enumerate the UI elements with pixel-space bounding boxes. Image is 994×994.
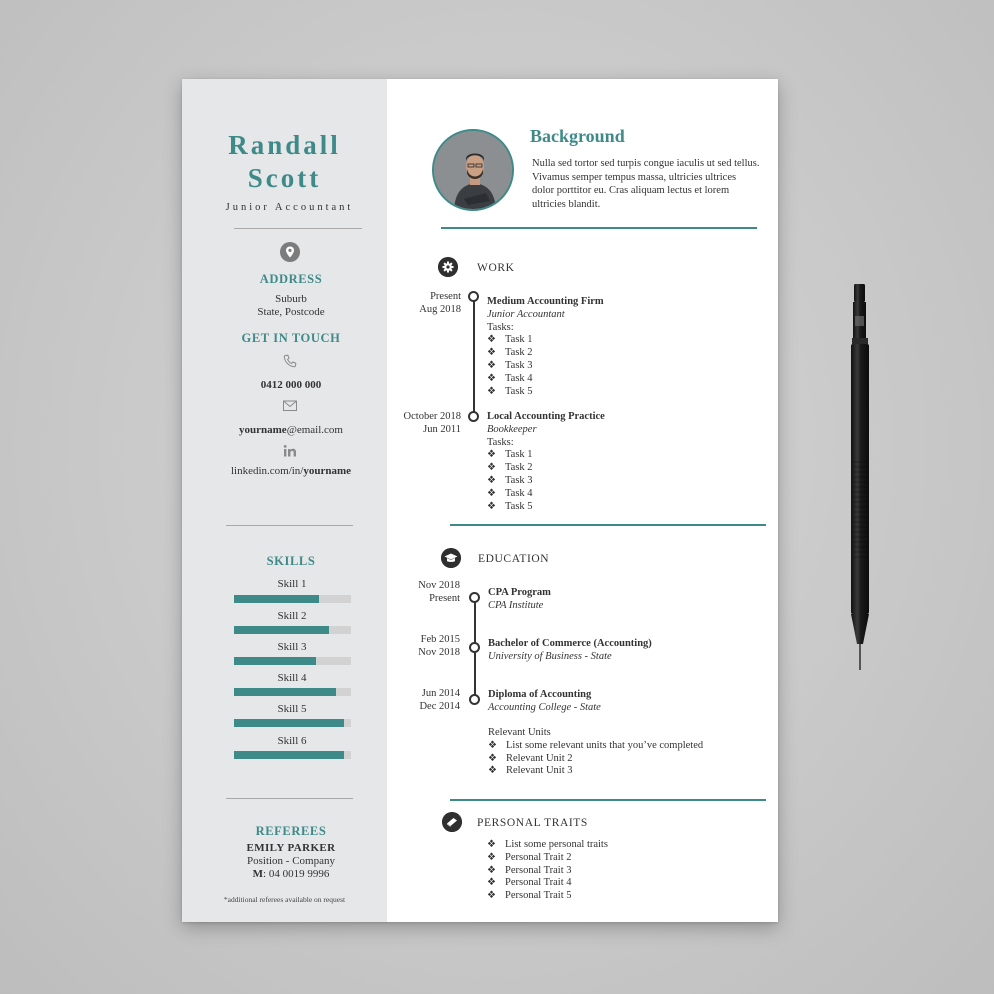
list-item <box>487 488 727 501</box>
education-dates <box>364 687 460 713</box>
bullet-icon: ❖ <box>487 839 496 850</box>
email-domain: @email.com <box>286 424 343 436</box>
timeline-dot <box>469 642 480 653</box>
date-end: Dec 2014 <box>419 701 460 712</box>
date-end: Nov 2018 <box>418 647 460 658</box>
skill-label: Skill 5 <box>277 703 307 715</box>
bullet-icon: ❖ <box>487 877 496 889</box>
graduation-cap-icon <box>441 548 461 568</box>
work-dates <box>365 290 461 316</box>
list-item-text: Task 1 <box>505 334 533 346</box>
list-item <box>487 890 747 903</box>
list-item <box>487 347 727 360</box>
units-list <box>488 740 768 778</box>
list-item <box>488 765 768 778</box>
skill-bar-fill <box>234 595 319 603</box>
bullet-icon: ❖ <box>487 449 496 461</box>
position: Junior Accountant <box>487 308 565 320</box>
units-label: Relevant Units <box>488 727 551 738</box>
section-divider <box>450 799 766 801</box>
timeline-dot <box>468 411 479 422</box>
work-timeline <box>473 301 475 417</box>
divider <box>226 525 353 526</box>
timeline-dot <box>469 592 480 603</box>
address-heading: ADDRESS <box>259 272 323 286</box>
list-item <box>487 386 727 399</box>
first-name: Randall <box>228 130 341 160</box>
skill-bar-fill <box>234 719 344 727</box>
position: Bookkeeper <box>487 423 537 435</box>
skill-bar <box>234 626 351 634</box>
skill-label: Skill 3 <box>277 641 307 653</box>
linkedin-url[interactable] <box>182 465 400 478</box>
referee-position: Position - Company <box>246 855 335 867</box>
candidate-name <box>182 129 387 195</box>
bullet-icon: ❖ <box>487 851 496 863</box>
referee-name: EMILY PARKER <box>246 842 336 854</box>
list-item-text: Task 1 <box>505 449 533 461</box>
traits-list <box>487 839 747 903</box>
list-item-text: List some relevant units that you’ve completed <box>506 739 704 751</box>
date-start: Jun 2014 <box>421 688 460 699</box>
bullet-icon: ❖ <box>487 462 496 474</box>
work-entry <box>487 296 727 398</box>
date-end: Present <box>429 593 460 604</box>
list-item-text: Task 4 <box>505 372 533 384</box>
education-entry <box>488 638 748 664</box>
list-item-text: Task 3 <box>505 359 533 371</box>
address-line-2: State, Postcode <box>257 306 325 318</box>
linkedin-icon <box>282 444 298 458</box>
linkedin-user: yourname <box>303 465 352 477</box>
list-item <box>487 475 727 488</box>
traits-title: PERSONAL TRAITS <box>477 817 588 829</box>
linkedin-prefix: linkedin.com/in/ <box>230 465 304 477</box>
bullet-icon: ❖ <box>488 752 497 764</box>
mobile-label: M <box>252 868 264 880</box>
phone-icon <box>282 353 298 369</box>
list-item <box>488 753 768 766</box>
pencil-image <box>847 282 877 672</box>
bullet-icon: ❖ <box>487 864 496 876</box>
education-entry <box>488 587 748 613</box>
bullet-icon: ❖ <box>487 372 496 384</box>
skill-label: Skill 2 <box>277 610 307 622</box>
referees-heading: REFEREES <box>255 824 327 838</box>
list-item <box>487 877 747 890</box>
skill-label: Skill 6 <box>277 735 307 747</box>
divider <box>226 798 353 799</box>
skill-bar-fill <box>234 751 344 759</box>
email-icon <box>282 399 298 413</box>
email-user: yourname <box>239 424 287 436</box>
bullet-icon: ❖ <box>487 890 496 902</box>
list-item <box>487 334 727 347</box>
bullet-icon: ❖ <box>487 359 496 371</box>
date-start: Nov 2018 <box>418 580 460 591</box>
list-item <box>487 852 747 865</box>
education-dates <box>364 633 460 659</box>
referee-mobile <box>182 868 400 881</box>
timeline-dot <box>469 694 480 705</box>
institution: CPA Institute <box>488 599 544 611</box>
resume-page <box>182 79 778 922</box>
skill-bar <box>234 719 351 727</box>
background-text: Nulla sed tortor sed turpis congue iaculis ut sed tellus. Vivamus semper tempus massa, ultricies ultrices dolor porttitor eu. Cras aliquam lectus et lorem ultricies blandit. <box>532 158 760 210</box>
list-item-text: Personal Trait 5 <box>505 890 572 902</box>
background-title: Background <box>530 126 625 146</box>
referees-note: *additional referees available on request <box>223 895 346 904</box>
timeline-dot <box>468 291 479 302</box>
task-list <box>487 449 727 513</box>
work-title: WORK <box>477 262 515 274</box>
skill-label: Skill 1 <box>277 578 307 590</box>
work-dates <box>365 410 461 436</box>
list-item <box>487 373 727 386</box>
section-divider <box>441 227 757 229</box>
bullet-icon: ❖ <box>488 765 497 777</box>
date-end: October 2018 <box>403 411 461 422</box>
section-divider <box>450 524 766 526</box>
skills-heading: SKILLS <box>266 554 316 568</box>
list-item <box>487 865 747 878</box>
bullet-icon: ❖ <box>487 500 496 512</box>
work-entry <box>487 411 727 513</box>
date-end: Present <box>430 291 461 302</box>
bullet-icon: ❖ <box>487 487 496 499</box>
qualification: Bachelor of Commerce (Accounting) <box>488 638 652 649</box>
bullet-icon: ❖ <box>487 474 496 486</box>
gear-icon <box>438 257 458 277</box>
personal-traits <box>487 839 747 903</box>
bullet-icon: ❖ <box>487 385 496 397</box>
bullet-icon: ❖ <box>487 334 496 346</box>
list-item <box>487 462 727 475</box>
skill-bar-fill <box>234 688 336 696</box>
skill-bar <box>234 657 351 665</box>
education-dates <box>364 579 460 605</box>
phone-number[interactable]: 0412 000 000 <box>260 379 322 391</box>
list-item <box>487 839 747 852</box>
mobile-number: : 04 0019 9996 <box>263 868 330 880</box>
bullet-icon: ❖ <box>488 739 497 751</box>
profile-photo <box>432 129 514 211</box>
list-item-text: Personal Trait 3 <box>505 864 572 876</box>
qualification: CPA Program <box>488 587 551 598</box>
sidebar <box>182 79 387 922</box>
institution: Accounting College - State <box>488 701 601 713</box>
list-item-text: Task 4 <box>505 487 533 499</box>
last-name: Scott <box>247 163 322 193</box>
list-item-text: Relevant Unit 3 <box>506 765 573 777</box>
list-item-text: Personal Trait 2 <box>505 851 572 863</box>
address-line-1: Suburb <box>275 293 307 305</box>
relevant-units <box>488 727 768 778</box>
tasks-label: Tasks: <box>487 321 514 333</box>
qualification: Diploma of Accounting <box>488 689 592 700</box>
list-item-text: Task 5 <box>505 500 533 512</box>
list-item <box>487 501 727 514</box>
list-item-text: Task 2 <box>505 462 533 474</box>
date-start: Feb 2015 <box>420 634 460 645</box>
list-item-text: Relevant Unit 2 <box>506 752 573 764</box>
date-start: Aug 2018 <box>419 304 461 315</box>
list-item <box>487 449 727 462</box>
job-title: Junior Accountant <box>225 202 354 213</box>
skill-bar <box>234 751 351 759</box>
contact-heading: GET IN TOUCH <box>241 331 341 345</box>
education-entry <box>488 689 748 715</box>
list-item-text: Task 5 <box>505 385 533 397</box>
employer: Medium Accounting Firm <box>487 296 604 307</box>
list-item <box>488 740 768 753</box>
list-item-text: Task 2 <box>505 347 533 359</box>
bullet-icon: ❖ <box>487 347 496 359</box>
list-item-text: Personal Trait 4 <box>505 877 572 889</box>
list-item <box>487 360 727 373</box>
tasks-label: Tasks: <box>487 436 514 448</box>
location-pin-icon <box>280 242 300 262</box>
employer: Local Accounting Practice <box>487 411 605 422</box>
date-start: Jun 2011 <box>423 424 461 435</box>
skill-bar-fill <box>234 626 329 634</box>
institution: University of Business - State <box>488 650 612 662</box>
skill-bar <box>234 688 351 696</box>
list-item-text: Task 3 <box>505 474 533 486</box>
education-title: EDUCATION <box>478 553 550 565</box>
task-list <box>487 334 727 398</box>
divider <box>234 228 362 229</box>
list-item-text: List some personal traits <box>505 839 608 850</box>
skill-label: Skill 4 <box>277 672 307 684</box>
skill-bar-fill <box>234 657 316 665</box>
skill-bar <box>234 595 351 603</box>
book-icon <box>442 812 462 832</box>
